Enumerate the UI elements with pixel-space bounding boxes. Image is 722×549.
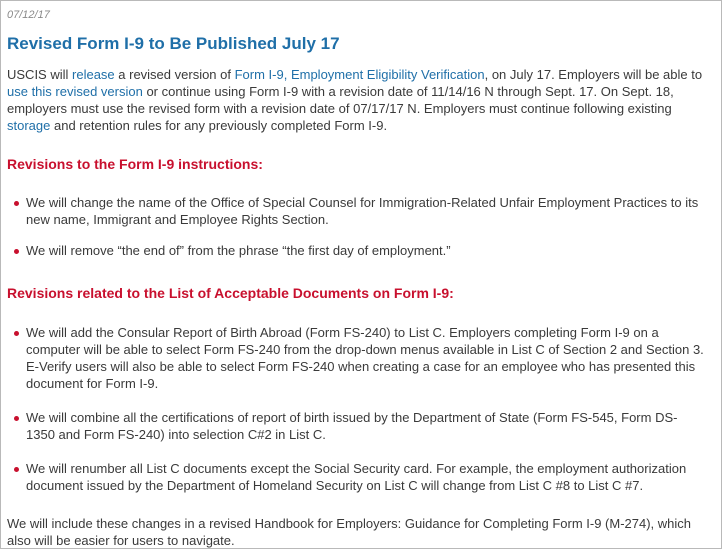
intro-text-1: USCIS will: [7, 67, 73, 82]
release-link[interactable]: release: [72, 67, 115, 82]
list-item-text: We will remove “the end of” from the phrase “the first day of employment.”: [26, 243, 451, 258]
publish-date: 07/12/17: [7, 9, 50, 21]
instructions-heading: Revisions to the Form I-9 instructions:: [7, 156, 263, 172]
use-revised-version-link[interactable]: use this revised version: [7, 84, 143, 99]
intro-text-4: or continue using Form I-9 with a revision date of 11/14/16 N through Sept. 17. On Sept. 18, employers must use the revised form with a revision date of 07/17/17 N. Employers must continue following existing: [7, 84, 674, 116]
list-item: [14, 409, 704, 443]
article-title: Revised Form I-9 to Be Published July 17: [7, 34, 340, 53]
closing-paragraph: We will include these changes in a revised Handbook for Employers: Guidance for Completing Form I-9 (M-274), which also will be easier for users to navigate.: [7, 516, 692, 548]
list-item: [14, 242, 704, 259]
bullet-icon: [14, 467, 19, 472]
bullet-icon: [14, 201, 19, 206]
bullet-icon: [14, 331, 19, 336]
intro-paragraph: [7, 66, 717, 134]
list-item-text: We will combine all the certifications of report of birth issued by the Department of State (Form FS-545, Form DS-1350 and Form FS-240) into selection C#2 in List C.: [26, 410, 678, 442]
storage-link[interactable]: storage: [7, 118, 51, 133]
intro-text-3: , on July 17. Employers will be able to: [484, 67, 703, 82]
list-item-text: We will change the name of the Office of Special Counsel for Immigration-Related Unfair Employment Practices to its new name, Immigrant and Employee Rights Section.: [26, 195, 699, 227]
list-item: [14, 324, 704, 392]
list-item: [14, 194, 704, 228]
list-item-text: We will add the Consular Report of Birth Abroad (Form FS-240) to List C. Employers completing Form I-9 on a computer will be able to select Form FS-240 from the drop-down menus available in List C of Section 2 and Section 3. E-Verify users will also be able to select Form FS-240 when creating a case for an employee who has presented this document for Form I-9.: [26, 325, 704, 391]
intro-text-5: and retention rules for any previously completed Form I-9.: [50, 118, 388, 133]
list-item: [14, 460, 704, 494]
bullet-icon: [14, 416, 19, 421]
documents-heading: Revisions related to the List of Acceptable Documents on Form I-9:: [7, 285, 454, 301]
list-item-text: We will renumber all List C documents except the Social Security card. For example, the employment authorization document issued by the Department of Homeland Security on List C will change from List C #8 to List C #7.: [26, 461, 687, 493]
intro-text-2: a revised version of: [114, 67, 235, 82]
bullet-icon: [14, 249, 19, 254]
form-i9-link[interactable]: Form I-9, Employment Eligibility Verification: [234, 67, 485, 82]
